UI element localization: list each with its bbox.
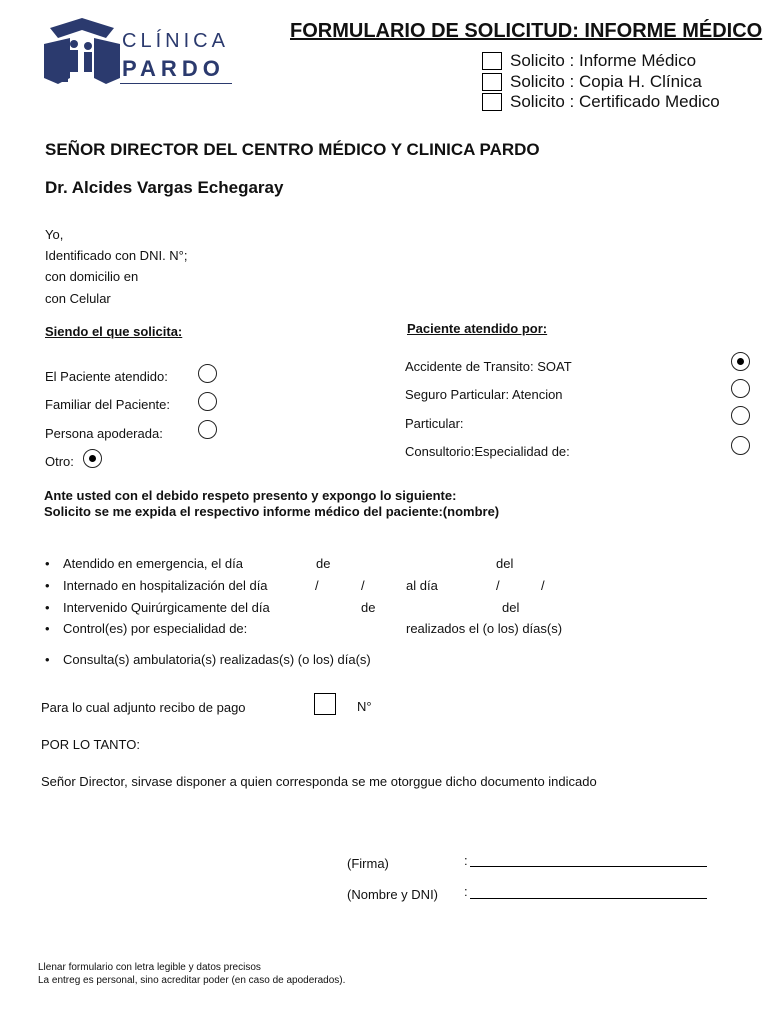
colon: : [464,884,468,899]
item-intervenido-del: del [502,600,520,615]
request-option-certificado[interactable] [482,92,720,112]
checkbox[interactable] [482,52,502,70]
attended-option-label: Particular: [405,416,464,431]
requester-heading: Siendo el que solicita: [45,324,183,339]
attended-option-label: Seguro Particular: Atencion [405,387,563,402]
statement-line-2: Solicito se me expida el respectivo informe médico del paciente:(nombre) [44,504,500,519]
colon: : [464,853,468,868]
footer-line-2: La entreg es personal, sino acreditar poder (en caso de apoderados). [38,975,346,986]
radio-soat-selected[interactable] [731,352,750,371]
radio-paciente[interactable] [198,364,217,383]
statement-line-1: Ante usted con el debido respeto presento y expongo lo siguiente: [44,488,457,503]
radio-apoderada[interactable] [198,420,217,439]
payment-checkbox[interactable] [314,693,336,715]
radio-seguro[interactable] [731,379,750,398]
request-option-label: Solicito : Informe Médico [510,51,697,70]
personal-line-domicilio: con domicilio en [45,269,139,284]
requester-option-label: Otro: [45,454,74,469]
radio-consultorio[interactable] [731,436,750,455]
attended-option-label: Accidente de Transito: SOAT [405,359,572,374]
nombre-line[interactable] [470,898,707,899]
doctor-name: Dr. Alcides Vargas Echegaray [45,178,284,197]
footer-line-1: Llenar formulario con letra legible y datos precisos [38,962,261,973]
logo-text-clinica: CLÍNICA [122,30,229,52]
payment-text: Para lo cual adjunto recibo de pago [41,700,246,715]
signature-nombre-label: (Nombre y DNI) [347,887,439,902]
request-option-informe[interactable] [482,51,696,71]
radio-familiar[interactable] [198,392,217,411]
payment-number-label: N° [357,699,372,714]
requester-option-label: Familiar del Paciente: [45,397,170,412]
radio-otro-selected[interactable] [83,449,102,468]
personal-line-celular: con Celular [45,291,111,306]
item-control: • Control(es) por especialidad de: [63,621,247,636]
date-slash: / [541,578,545,593]
addressee-heading: SEÑOR DIRECTOR DEL CENTRO MÉDICO Y CLINICA PARDO [45,140,540,159]
requester-option-label: Persona apoderada: [45,426,163,441]
form-title: FORMULARIO DE SOLICITUD: INFORME MÉDICO [290,20,763,42]
item-internado-al: al día [406,578,438,593]
date-slash: / [361,578,365,593]
closing-text: Señor Director, sirvase disponer a quien corresponda se me otorggue dicho documento indicado [41,774,597,789]
por-lo-tanto: POR LO TANTO: [41,737,140,752]
item-intervenido: • Intervenido Quirúrgicamente del día [63,600,270,615]
radio-particular[interactable] [731,406,750,425]
item-emergencia: • Atendido en emergencia, el día [63,556,243,571]
request-option-label: Solicito : Copia H. Clínica [510,72,702,91]
request-option-label: Solicito : Certificado Medico [510,92,720,111]
attended-by-heading: Paciente atendido por: [407,321,548,336]
item-control-realizados: realizados el (o los) días(s) [406,621,563,636]
logo-underline [120,83,232,84]
checkbox[interactable] [482,93,502,111]
date-slash: / [496,578,500,593]
attended-option-label: Consultorio:Especialidad de: [405,444,570,459]
date-slash: / [315,578,319,593]
personal-line-yo: Yo, [45,227,64,242]
personal-line-dni: Identificado con DNI. N°; [45,248,188,263]
requester-option-label: El Paciente atendido: [45,369,168,384]
checkbox[interactable] [482,73,502,91]
signature-firma-label: (Firma) [347,856,389,871]
item-consulta: • Consulta(s) ambulatoria(s) realizadas(s) (o los) día(s) [63,652,371,667]
item-intervenido-de: de [361,600,376,615]
request-option-copia[interactable] [482,72,702,92]
firma-line[interactable] [470,866,707,867]
item-emergencia-de: de [316,556,331,571]
item-emergencia-del: del [496,556,514,571]
logo-text-pardo: PARDO [122,56,225,81]
item-internado: • Internado en hospitalización del día [63,578,268,593]
